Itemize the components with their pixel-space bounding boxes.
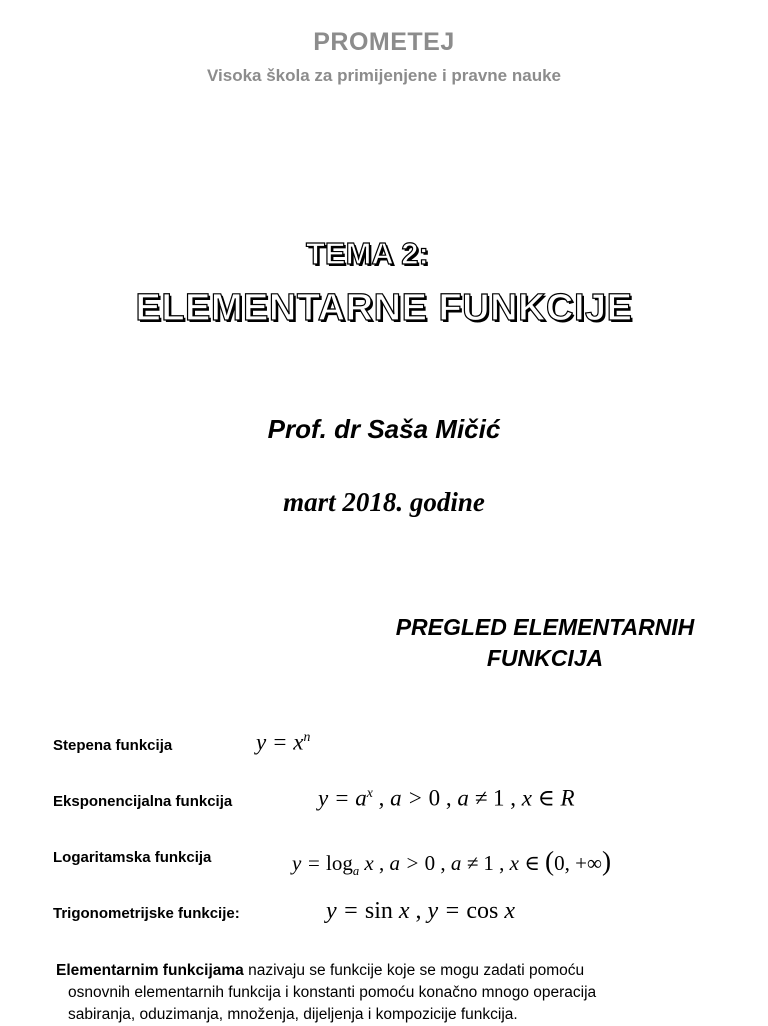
definition-paragraph: [56, 960, 716, 1026]
paragraph-line-1-rest: nazivaju se funkcije koje se mogu zadati pomoću: [243, 962, 585, 979]
paragraph-line-1: [56, 960, 716, 982]
function-label-power: Stepena funkcija: [53, 737, 173, 754]
function-label-logarithmic: Logaritamska funkcija: [53, 849, 212, 866]
formula-logarithmic: $y = \log_a x$ , a > 0 , a ≠ 1 , x ∈ (0, +∞): [292, 846, 612, 879]
org-name: PROMETEJ: [313, 28, 455, 56]
section-heading-line2: FUNKCIJA: [486, 645, 604, 671]
author: Prof. dr Saša Mičić: [267, 414, 501, 444]
section-heading: [345, 612, 745, 674]
org-subtitle: Visoka škola za primijenjene i pravne nauke: [206, 66, 561, 85]
formula-exponential: $y = a^x$ , a > 0 , a ≠ 1 , x ∈ R: [318, 785, 575, 811]
function-label-exponential: Eksponencijalna funkcija: [53, 793, 233, 810]
formula-power: $y = x^n$: [256, 729, 311, 755]
page-title: ELEMENTARNE FUNKCIJE: [135, 287, 633, 329]
formula-trigonometric: y = sin x , y = cos x: [326, 898, 516, 924]
paragraph-line-2: osnovnih elementarnih funkcija i konstanti pomoću konačno mnogo operacija: [68, 984, 597, 1001]
paragraph-line-3: sabiranja, oduzimanja, množenja, dijeljenja i kompozicije funkcija.: [68, 1006, 518, 1023]
section-heading-line1: PREGLED ELEMENTARNIH: [395, 614, 695, 640]
function-label-trigonometric: Trigonometrijske funkcije:: [53, 905, 240, 922]
date: mart 2018. godine: [283, 487, 485, 517]
bold-term: Elementarnim funkcijama: [56, 962, 244, 979]
topic-number: TEMA 2:: [306, 236, 429, 271]
